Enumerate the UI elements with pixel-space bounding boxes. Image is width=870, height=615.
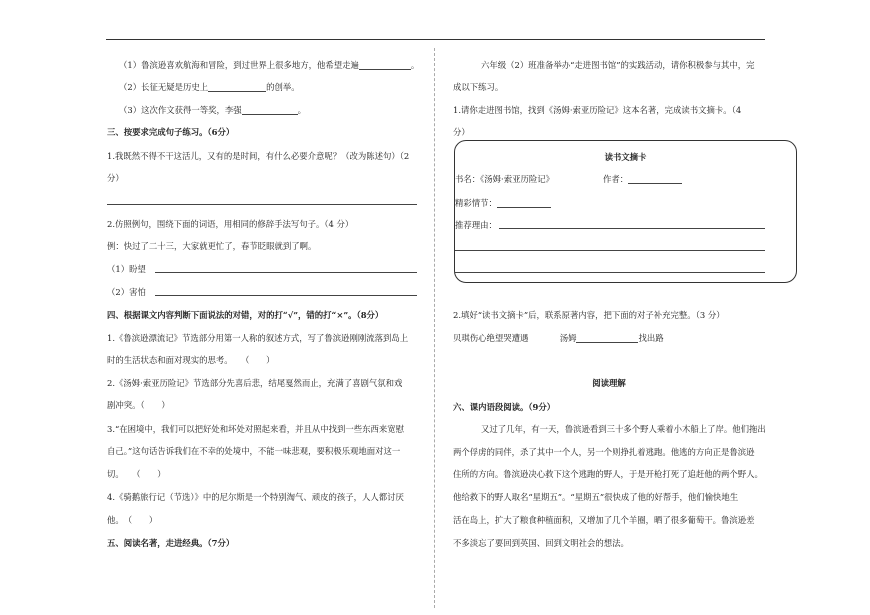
judge-1-line1: 1.《鲁滨逊漂流记》节选部分用第一人称的叙述方式，写了鲁滨逊刚刚流落到岛上: [107, 333, 409, 343]
section-3-q2: 2.仿照例句，围绕下面的词语，用相同的修辞手法写句子。（4 分）: [107, 219, 354, 229]
reading-excerpt-card: [454, 140, 797, 283]
section-3-q1-line2: 分）: [107, 173, 124, 183]
section-5-heading: 五、阅读名著，走进经典。（7分）: [107, 538, 235, 548]
judge-3-line3: 切。 （ ）: [107, 469, 166, 479]
question-1-3-end: 。: [297, 105, 306, 115]
answer-blank[interactable]: [242, 105, 298, 115]
answer-line[interactable]: [155, 272, 417, 273]
card-author: [603, 173, 682, 185]
question-1-3: [119, 104, 306, 116]
section-3-word-2: （2）害怕: [107, 287, 146, 297]
card-reason-label: 推荐理由：: [455, 220, 497, 230]
question-1-1-end: 。: [410, 60, 420, 70]
answer-blank[interactable]: [359, 60, 411, 70]
question-1-1: [119, 59, 419, 71]
answer-line[interactable]: [455, 250, 765, 251]
passage-line-3: 住所的方向。鲁滨逊决心救下这个逃跑的野人，于是开枪打死了追赶他的两个野人。: [453, 469, 763, 479]
card-title: 读书文摘卡: [604, 152, 647, 162]
card-author-label: 作者：: [603, 174, 629, 184]
answer-blank[interactable]: [208, 82, 266, 92]
plot-blank[interactable]: [497, 198, 551, 208]
section-3-word-1: （1）盼望: [107, 264, 146, 274]
section-3-q1-line1: 1.我既然不得不干这活儿，又有的是时间，有什么必要介意呢？（改为陈述句）（2: [107, 151, 410, 161]
column-divider: [434, 48, 435, 608]
judge-2-line2: 剧冲突。（ ）: [107, 400, 170, 410]
activity-intro-line2: 成以下练习。: [453, 82, 504, 92]
passage-line-6: 不多淡忘了要回到英国、回到文明社会的想法。: [453, 538, 629, 548]
answer-line[interactable]: [155, 295, 417, 296]
passage-line-2: 两个俘虏的同伴，杀了其中一个人，另一个则挣扎着逃跑。他逃的方向正是鲁滨逊: [453, 447, 755, 457]
passage-line-1: 又过了几年，有一天，鲁滨逊看到三十多个野人乘着小木船上了岸。他们拖出: [481, 424, 766, 434]
question-1-2-end: 的创举。: [266, 82, 300, 92]
answer-line[interactable]: [107, 204, 417, 205]
card-plot-label: 精彩情节：: [455, 198, 497, 208]
couplet-question: 2.填好“读书文摘卡”后，联系原著内容，把下面的对子补充完整。（3 分）: [453, 310, 725, 320]
judge-4-line1: 4.《骑鹅旅行记（节选）》中的尼尔斯是一个特别淘气、顽皮的孩子，人人都讨厌: [107, 492, 404, 502]
judge-4-line2: 他。 （ ）: [107, 515, 158, 525]
couplet-left: 贝琪伤心绝望哭遭遇: [453, 333, 529, 343]
judge-1-line2: 时的生活状态和面对现实的思考。 （ ）: [107, 355, 275, 365]
question-1-2: [119, 81, 300, 93]
section-3-example: 例：快过了二十三，大家就更忙了，春节眨眼就到了啊。: [107, 241, 317, 251]
card-plot: [455, 197, 551, 209]
card-book-name: 书名：《汤姆·索亚历险记》: [455, 174, 554, 184]
section-3-heading: 三、按要求完成句子练习。（6分）: [107, 127, 235, 137]
card-question-line1: 1.请你走进图书馆，找到《汤姆·索亚历险记》这本名著，完成读书文摘卡。（4: [453, 105, 742, 115]
question-1-1-text: （1）鲁滨逊喜欢航海和冒险，到过世界上很多地方，他希望走遍: [119, 60, 359, 70]
question-1-2-text: （2）长征无疑是历史上: [119, 82, 209, 92]
couplet-line: [453, 332, 664, 344]
section-6-heading: 六、课内语段阅读。（9分）: [453, 402, 556, 412]
answer-line[interactable]: [499, 228, 765, 229]
couplet-right-start: 汤姆: [559, 333, 577, 343]
judge-3-line2: 自己。”这句话告诉我们在不幸的处境中，不能一味悲观，要积极乐观地面对这一: [107, 446, 401, 456]
judge-2-line1: 2.《汤姆·索亚历险记》节选部分先喜后悲，结尾戛然而止，充满了喜剧气氛和戏: [107, 378, 403, 388]
passage-line-4: 他给救下的野人取名“星期五”。“星期五”很快成了他的好帮手，他们愉快地生: [453, 492, 739, 502]
card-question-line2: 分）: [453, 127, 470, 137]
passage-line-5: 活在岛上，扩大了粮食种植面积，又增加了几个羊圈，晒了很多葡萄干。鲁滨逊差: [453, 515, 755, 525]
couplet-right-end: 找出路: [638, 333, 664, 343]
couplet-blank[interactable]: [576, 333, 638, 343]
answer-line[interactable]: [455, 272, 765, 273]
author-blank[interactable]: [628, 174, 682, 184]
question-1-3-text: （3）这次作文获得一等奖，李强: [119, 105, 242, 115]
reading-title: 阅读理解: [592, 378, 626, 388]
header-rule: [106, 39, 765, 40]
activity-intro-line1: 六年级（2）班准备举办“走进图书馆”的实践活动，请你积极参与其中，完: [481, 60, 755, 70]
judge-3-line1: 3.“在困境中，我们可以把好处和坏处对照起来看，并且从中找到一些东西来宽慰: [107, 424, 405, 434]
section-4-heading: 四、根据课文内容判断下面说法的对错，对的打“√”，错的打“×”。（8分）: [107, 310, 384, 320]
